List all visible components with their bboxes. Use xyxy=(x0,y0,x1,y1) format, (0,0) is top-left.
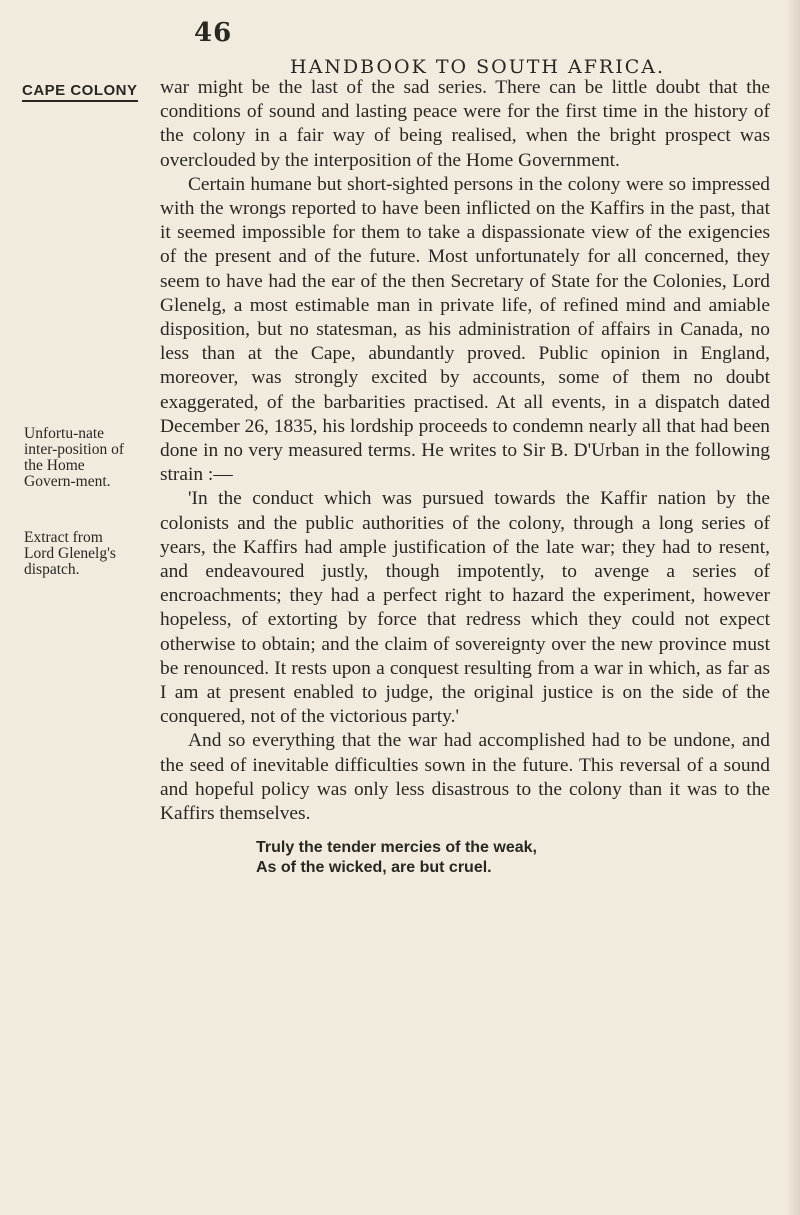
sidenote-interposition: Unfortu-nate inter-position of the Home Govern-ment. xyxy=(24,425,124,490)
body-text xyxy=(160,76,770,878)
paragraph-2: Certain humane but short-sighted persons in the colony were so impressed with the wrongs reported to have been inflicted on the Kaffirs in the past, that it seemed impossible for them to take a dispassionate view of the exigencies of the present and of the future. Most unfortunately for all concerned, they seem to have had the ear of the then Secretary of State for the Colonies, Lord Glenelg, a most estimable man in private life, of refined mind and amiable disposition, but no statesman, as his administration of affairs in Canada, no less than at the Cape, abundantly proved. Public opinion in England, moreover, was strongly excited by accounts, some of them no doubt exaggerated, of the barbarities practised. At all events, in a dispatch dated December 26, 1835, his lordship proceeds to condemn nearly all that had been done in no very measured terms. He writes to Sir B. D'Urban in the following strain :— xyxy=(160,173,770,486)
verse-line-2: As of the wicked, are but cruel. xyxy=(256,859,492,877)
paragraph-4: And so everything that the war had accomplished had to be undone, and the seed of inevitable difficulties sown in the future. This reversal of a sound and hopeful policy was only less disastrous to the colony than it was to the Kaffirs themselves. xyxy=(160,730,770,825)
paragraph-quote: 'In the conduct which was pursued towards the Kaffir nation by the colonists and the public authorities of the colony, through a long series of years, the Kaffirs had ample justification of the late war; they had to resent, and endeavoured justly, though impotently, to avenge a series of encroachments; they had a perfect right to hazard the experiment, however hopeless, of extorting by force that redress which they could not expect otherwise to obtain; and the claim of sovereignty over the new province must be renounced. It rests upon a conquest resulting from a war in which, as far as I am at present enabled to judge, the original justice is on the side of the conquered, not of the victorious party.' xyxy=(160,488,770,728)
paragraph-1: war might be the last of the sad series. There can be little doubt that the conditions of sound and lasting peace were for the first time in the history of the colony in a fair way of being realised, when the bright prospect was overclouded by the interposition of the Home Government. xyxy=(160,77,770,171)
verse-line-1: Truly the tender mercies of the weak, xyxy=(256,839,537,857)
sidenote-glenelg-dispatch: Extract from Lord Glenelg's dispatch. xyxy=(24,529,116,578)
verse-quotation xyxy=(256,838,770,878)
running-head: HANDBOOK TO SOUTH AFRICA. xyxy=(290,56,666,78)
page-number: 46 xyxy=(194,18,233,48)
page-edge-shadow xyxy=(786,0,800,1215)
section-tag: CAPE COLONY xyxy=(22,82,138,102)
